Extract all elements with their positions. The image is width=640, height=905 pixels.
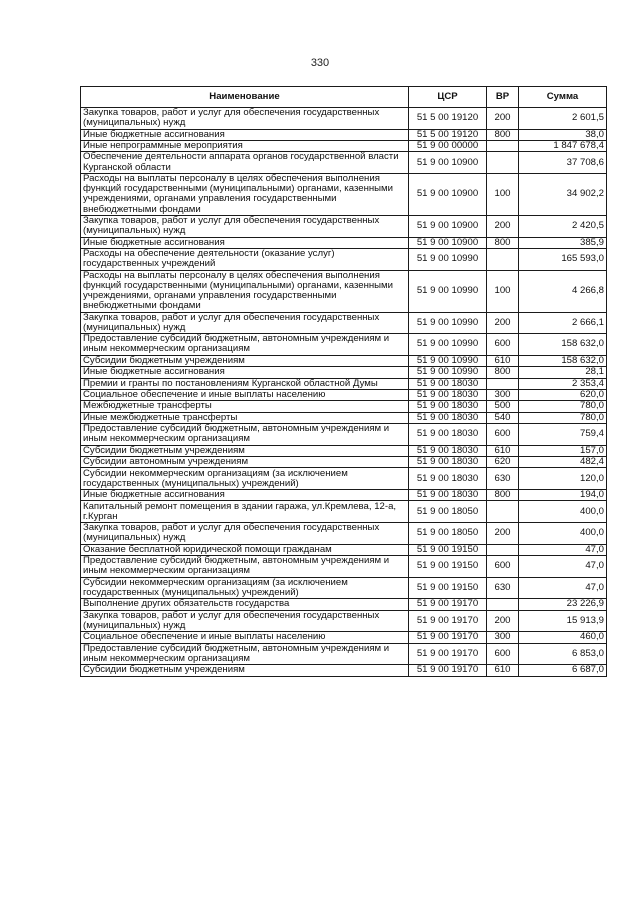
row-vr-cell: 630 <box>487 577 519 599</box>
row-sum-cell: 6 687,0 <box>519 665 607 676</box>
row-name-cell: Предоставление субсидий бюджетным, автономным учреждениям и иным некоммерческим организациям <box>81 424 409 446</box>
table-row <box>81 445 607 456</box>
row-name-cell: Предоставление субсидий бюджетным, автономным учреждениям и иным некоммерческим организациям <box>81 556 409 578</box>
row-name-cell: Субсидии автономным учреждениям <box>81 457 409 468</box>
row-sum-cell: 780,0 <box>519 412 607 423</box>
row-name-cell: Межбюджетные трансферты <box>81 401 409 412</box>
row-csr-cell: 51 9 00 18050 <box>409 523 487 545</box>
row-csr-cell: 51 5 00 19120 <box>409 108 487 130</box>
table-row <box>81 401 607 412</box>
row-vr-cell: 600 <box>487 334 519 356</box>
row-name-cell: Иные непрограммные мероприятия <box>81 140 409 151</box>
row-vr-cell <box>487 544 519 555</box>
table-row <box>81 643 607 665</box>
row-csr-cell: 51 9 00 18030 <box>409 412 487 423</box>
table-row <box>81 610 607 632</box>
table-row <box>81 389 607 400</box>
row-vr-cell: 620 <box>487 457 519 468</box>
row-csr-cell: 51 9 00 10990 <box>409 270 487 312</box>
row-sum-cell: 194,0 <box>519 490 607 501</box>
row-vr-cell: 610 <box>487 665 519 676</box>
row-vr-cell: 800 <box>487 490 519 501</box>
row-sum-cell: 23 226,9 <box>519 599 607 610</box>
row-sum-cell: 34 902,2 <box>519 173 607 215</box>
row-sum-cell: 38,0 <box>519 129 607 140</box>
row-sum-cell: 47,0 <box>519 556 607 578</box>
row-sum-cell: 28,1 <box>519 367 607 378</box>
row-vr-cell: 800 <box>487 237 519 248</box>
table-row <box>81 152 607 174</box>
row-sum-cell: 2 353,4 <box>519 378 607 389</box>
row-vr-cell: 200 <box>487 523 519 545</box>
row-vr-cell: 800 <box>487 367 519 378</box>
row-csr-cell: 51 9 00 19170 <box>409 632 487 643</box>
table-header-row <box>81 87 607 108</box>
row-sum-cell: 2 666,1 <box>519 312 607 334</box>
row-csr-cell: 51 9 00 19170 <box>409 610 487 632</box>
table-row <box>81 468 607 490</box>
row-sum-cell: 620,0 <box>519 389 607 400</box>
table-row <box>81 501 607 523</box>
table-row <box>81 544 607 555</box>
row-vr-cell: 200 <box>487 312 519 334</box>
row-sum-cell: 482,4 <box>519 457 607 468</box>
row-vr-cell: 600 <box>487 424 519 446</box>
table-row <box>81 248 607 270</box>
table-row <box>81 378 607 389</box>
table-row <box>81 367 607 378</box>
row-csr-cell: 51 9 00 10900 <box>409 173 487 215</box>
row-name-cell: Субсидии бюджетным учреждениям <box>81 665 409 676</box>
table-row <box>81 523 607 545</box>
row-name-cell: Иные бюджетные ассигнования <box>81 129 409 140</box>
row-sum-cell: 2 420,5 <box>519 215 607 237</box>
row-csr-cell: 51 9 00 10990 <box>409 355 487 366</box>
row-name-cell: Оказание бесплатной юридической помощи гражданам <box>81 544 409 555</box>
row-sum-cell: 47,0 <box>519 544 607 555</box>
row-name-cell: Иные межбюджетные трансферты <box>81 412 409 423</box>
table-row <box>81 412 607 423</box>
row-vr-cell: 610 <box>487 355 519 366</box>
row-vr-cell <box>487 599 519 610</box>
table-row <box>81 108 607 130</box>
header-vr: ВР <box>487 87 519 108</box>
row-csr-cell: 51 9 00 10990 <box>409 367 487 378</box>
row-csr-cell: 51 9 00 18030 <box>409 468 487 490</box>
table-row <box>81 490 607 501</box>
row-sum-cell: 4 266,8 <box>519 270 607 312</box>
row-sum-cell: 158 632,0 <box>519 355 607 366</box>
table-row <box>81 173 607 215</box>
row-sum-cell: 120,0 <box>519 468 607 490</box>
row-vr-cell: 200 <box>487 108 519 130</box>
row-csr-cell: 51 9 00 10900 <box>409 215 487 237</box>
row-name-cell: Капитальный ремонт помещения в здании гаража, ул.Кремлева, 12-а, г.Курган <box>81 501 409 523</box>
row-sum-cell: 47,0 <box>519 577 607 599</box>
row-sum-cell: 385,9 <box>519 237 607 248</box>
header-sum: Сумма <box>519 87 607 108</box>
row-csr-cell: 51 9 00 19150 <box>409 577 487 599</box>
table-row <box>81 665 607 676</box>
row-name-cell: Предоставление субсидий бюджетным, автономным учреждениям и иным некоммерческим организациям <box>81 643 409 665</box>
row-csr-cell: 51 9 00 19170 <box>409 665 487 676</box>
row-vr-cell <box>487 501 519 523</box>
row-vr-cell: 100 <box>487 173 519 215</box>
row-sum-cell: 460,0 <box>519 632 607 643</box>
row-csr-cell: 51 9 00 00000 <box>409 140 487 151</box>
row-vr-cell <box>487 378 519 389</box>
row-name-cell: Расходы на обеспечение деятельности (оказание услуг) государственных учреждений <box>81 248 409 270</box>
table-row <box>81 556 607 578</box>
row-csr-cell: 51 9 00 18030 <box>409 389 487 400</box>
table-row <box>81 355 607 366</box>
row-name-cell: Закупка товаров, работ и услуг для обеспечения государственных (муниципальных) нужд <box>81 215 409 237</box>
row-csr-cell: 51 9 00 18030 <box>409 401 487 412</box>
row-name-cell: Иные бюджетные ассигнования <box>81 237 409 248</box>
row-name-cell: Иные бюджетные ассигнования <box>81 490 409 501</box>
row-vr-cell: 630 <box>487 468 519 490</box>
row-vr-cell: 300 <box>487 389 519 400</box>
table-row <box>81 237 607 248</box>
row-sum-cell: 37 708,6 <box>519 152 607 174</box>
row-csr-cell: 51 9 00 19170 <box>409 599 487 610</box>
row-sum-cell: 158 632,0 <box>519 334 607 356</box>
row-name-cell: Закупка товаров, работ и услуг для обеспечения государственных (муниципальных) нужд <box>81 108 409 130</box>
table-row <box>81 270 607 312</box>
row-csr-cell: 51 9 00 18030 <box>409 457 487 468</box>
row-vr-cell: 600 <box>487 643 519 665</box>
row-csr-cell: 51 9 00 10900 <box>409 152 487 174</box>
row-sum-cell: 165 593,0 <box>519 248 607 270</box>
row-sum-cell: 400,0 <box>519 501 607 523</box>
row-vr-cell <box>487 152 519 174</box>
row-csr-cell: 51 5 00 19120 <box>409 129 487 140</box>
row-name-cell: Субсидии некоммерческим организациям (за исключением государственных (муниципальных) учреждений) <box>81 468 409 490</box>
row-vr-cell <box>487 248 519 270</box>
row-name-cell: Обеспечение деятельности аппарата органов государственной власти Курганской области <box>81 152 409 174</box>
row-name-cell: Субсидии некоммерческим организациям (за исключением государственных (муниципальных) учреждений) <box>81 577 409 599</box>
budget-table <box>80 86 607 677</box>
row-name-cell: Выполнение других обязательств государства <box>81 599 409 610</box>
row-name-cell: Закупка товаров, работ и услуг для обеспечения государственных (муниципальных) нужд <box>81 523 409 545</box>
row-csr-cell: 51 9 00 10990 <box>409 248 487 270</box>
row-name-cell: Субсидии бюджетным учреждениям <box>81 355 409 366</box>
row-sum-cell: 1 847 678,4 <box>519 140 607 151</box>
row-name-cell: Расходы на выплаты персоналу в целях обеспечения выполнения функций государственными (муниципальными) органами, казенными учреждениями, органами управления государственными внебюджетными фондами <box>81 270 409 312</box>
row-csr-cell: 51 9 00 18050 <box>409 501 487 523</box>
row-vr-cell: 600 <box>487 556 519 578</box>
table-row <box>81 424 607 446</box>
table-row <box>81 215 607 237</box>
row-sum-cell: 400,0 <box>519 523 607 545</box>
row-sum-cell: 157,0 <box>519 445 607 456</box>
row-csr-cell: 51 9 00 18030 <box>409 424 487 446</box>
table-row <box>81 312 607 334</box>
row-vr-cell: 300 <box>487 632 519 643</box>
row-csr-cell: 51 9 00 19150 <box>409 544 487 555</box>
row-name-cell: Закупка товаров, работ и услуг для обеспечения государственных (муниципальных) нужд <box>81 312 409 334</box>
page-number: 330 <box>310 57 330 69</box>
row-csr-cell: 51 9 00 19170 <box>409 643 487 665</box>
row-csr-cell: 51 9 00 10900 <box>409 237 487 248</box>
row-csr-cell: 51 9 00 18030 <box>409 490 487 501</box>
row-sum-cell: 780,0 <box>519 401 607 412</box>
row-vr-cell: 100 <box>487 270 519 312</box>
row-name-cell: Закупка товаров, работ и услуг для обеспечения государственных (муниципальных) нужд <box>81 610 409 632</box>
row-name-cell: Расходы на выплаты персоналу в целях обеспечения выполнения функций государственными (муниципальными) органами, казенными учреждениями, органами управления государственными внебюджетными фондами <box>81 173 409 215</box>
table-row <box>81 599 607 610</box>
table-row <box>81 577 607 599</box>
table-row <box>81 632 607 643</box>
row-csr-cell: 51 9 00 10990 <box>409 312 487 334</box>
row-csr-cell: 51 9 00 18030 <box>409 445 487 456</box>
row-name-cell: Премии и гранты по постановлениям Курганской областной Думы <box>81 378 409 389</box>
table-row <box>81 129 607 140</box>
table-row <box>81 334 607 356</box>
row-vr-cell: 200 <box>487 215 519 237</box>
table-row <box>81 457 607 468</box>
row-vr-cell: 200 <box>487 610 519 632</box>
row-name-cell: Субсидии бюджетным учреждениям <box>81 445 409 456</box>
row-csr-cell: 51 9 00 10990 <box>409 334 487 356</box>
row-name-cell: Социальное обеспечение и иные выплаты населению <box>81 389 409 400</box>
table-row <box>81 140 607 151</box>
row-name-cell: Иные бюджетные ассигнования <box>81 367 409 378</box>
row-csr-cell: 51 9 00 19150 <box>409 556 487 578</box>
row-sum-cell: 759,4 <box>519 424 607 446</box>
row-sum-cell: 6 853,0 <box>519 643 607 665</box>
row-sum-cell: 2 601,5 <box>519 108 607 130</box>
row-vr-cell: 800 <box>487 129 519 140</box>
header-name: Наименование <box>81 87 409 108</box>
row-vr-cell: 540 <box>487 412 519 423</box>
row-vr-cell: 500 <box>487 401 519 412</box>
row-vr-cell <box>487 140 519 151</box>
row-csr-cell: 51 9 00 18030 <box>409 378 487 389</box>
row-name-cell: Социальное обеспечение и иные выплаты населению <box>81 632 409 643</box>
table-body <box>81 108 607 677</box>
row-sum-cell: 15 913,9 <box>519 610 607 632</box>
header-csr: ЦСР <box>409 87 487 108</box>
row-vr-cell: 610 <box>487 445 519 456</box>
row-name-cell: Предоставление субсидий бюджетным, автономным учреждениям и иным некоммерческим организациям <box>81 334 409 356</box>
